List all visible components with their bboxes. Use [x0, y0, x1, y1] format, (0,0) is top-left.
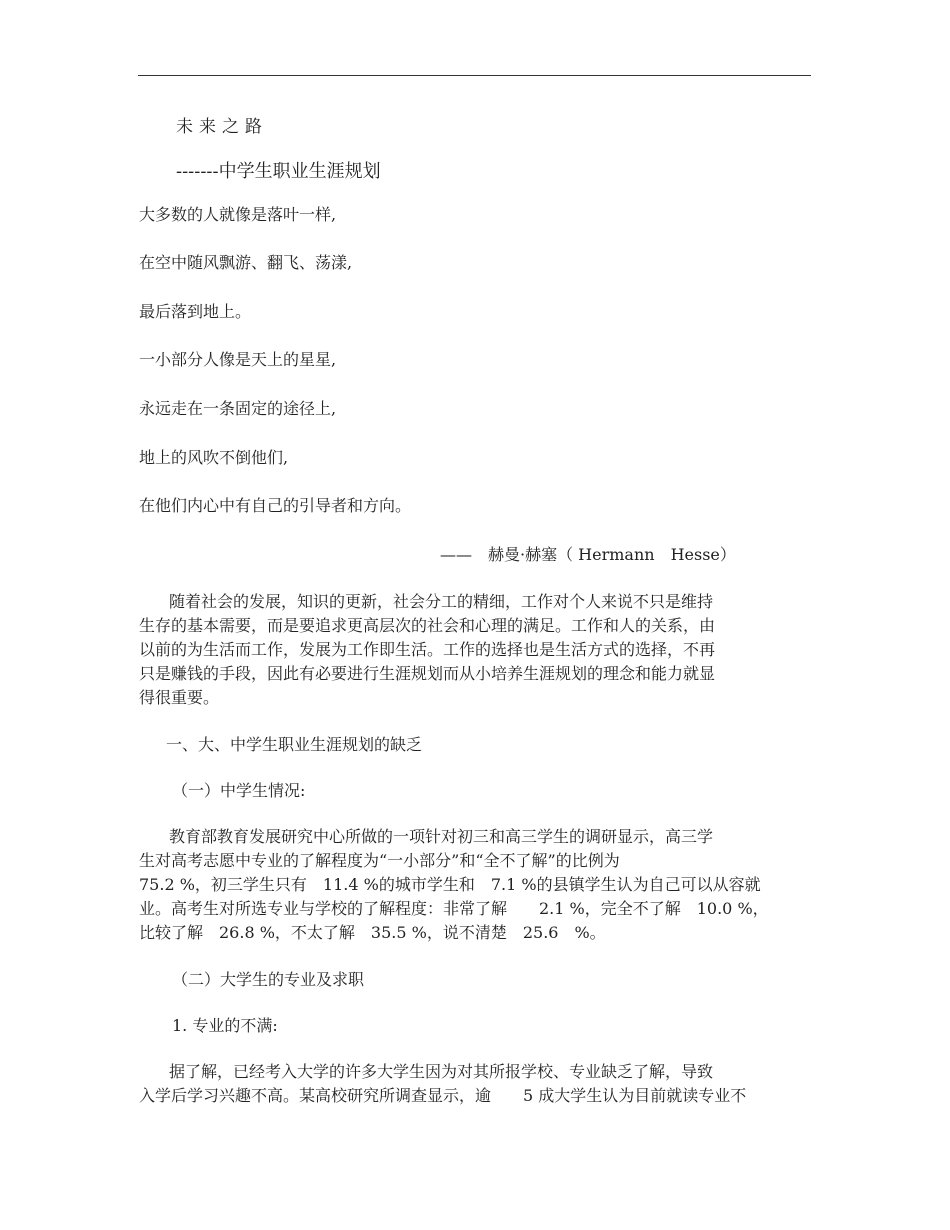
poem-line: 在他们内心中有自己的引导者和方向。 — [139, 496, 412, 515]
poem-line: 永远走在一条固定的途径上, — [139, 399, 337, 418]
paragraph-line: 得很重要。 — [139, 688, 220, 707]
paragraph-line: 入学后学习兴趣不高。某高校研究所调查显示，逾 5 成大学生认为目前就读专业不 — [139, 1086, 747, 1105]
final-paragraph — [139, 1060, 746, 1108]
section-heading: 一、大、中学生职业生涯规划的缺乏 — [166, 735, 423, 754]
poem-line: 在空中随风飘游、翻飞、荡漾, — [139, 253, 353, 272]
document-title: 未来之路 — [176, 117, 268, 137]
paragraph-line: 75.2 %，初三学生只有 11.4 %的城市学生和 7.1 %的县镇学生认为自己可以从容就 — [139, 875, 761, 894]
paragraph-line: 只是赚钱的手段，因此有必要进行生涯规划而从小培养生涯规划的理念和能力就显 — [139, 664, 716, 683]
paragraph-line: 据了解，已经考入大学的许多大学生因为对其所报学校、专业缺乏了解，导致 — [169, 1062, 714, 1081]
intro-paragraph — [139, 590, 715, 710]
list-item-heading: 1. 专业的不满: — [172, 1016, 278, 1035]
paragraph-line: 随着社会的发展，知识的更新，社会分工的精细，工作对个人来说不只是维持 — [169, 592, 714, 611]
poem-line: 大多数的人就像是落叶一样, — [139, 205, 337, 224]
paragraph-line: 以前的为生活而工作，发展为工作即生活。工作的选择也是生活方式的选择，不再 — [139, 640, 716, 659]
poem-line: 地上的风吹不倒他们, — [139, 448, 289, 467]
header-rule — [138, 75, 811, 76]
subsection-heading: （二）大学生的专业及求职 — [172, 970, 365, 989]
document-subtitle: -------中学生职业生涯规划 — [176, 161, 381, 182]
paragraph-line: 教育部教育发展研究中心所做的一项针对初三和高三学生的调研显示，高三学 — [169, 827, 714, 846]
paragraph-line: 比较了解 26.8 %，不太了解 35.5 %，说不清楚 25.6 %。 — [139, 923, 606, 942]
survey-paragraph — [139, 825, 769, 945]
poem-attribution: —— 赫曼·赫塞（ Hermann Hesse） — [440, 545, 736, 564]
poem-line: 一小部分人像是天上的星星, — [139, 350, 337, 369]
paragraph-line: 生存的基本需要，而是要追求更高层次的社会和心理的满足。工作和人的关系，由 — [139, 616, 716, 635]
poem-line: 最后落到地上。 — [139, 302, 252, 321]
paragraph-line: 业。高考生对所选专业与学校的了解程度：非常了解 2.1 %，完全不了解 10.0 %， — [139, 899, 769, 918]
subsection-heading: （一）中学生情况: — [172, 781, 306, 800]
paragraph-line: 生对高考志愿中专业的了解程度为“一小部分”和“全不了解”的比例为 — [139, 851, 620, 870]
